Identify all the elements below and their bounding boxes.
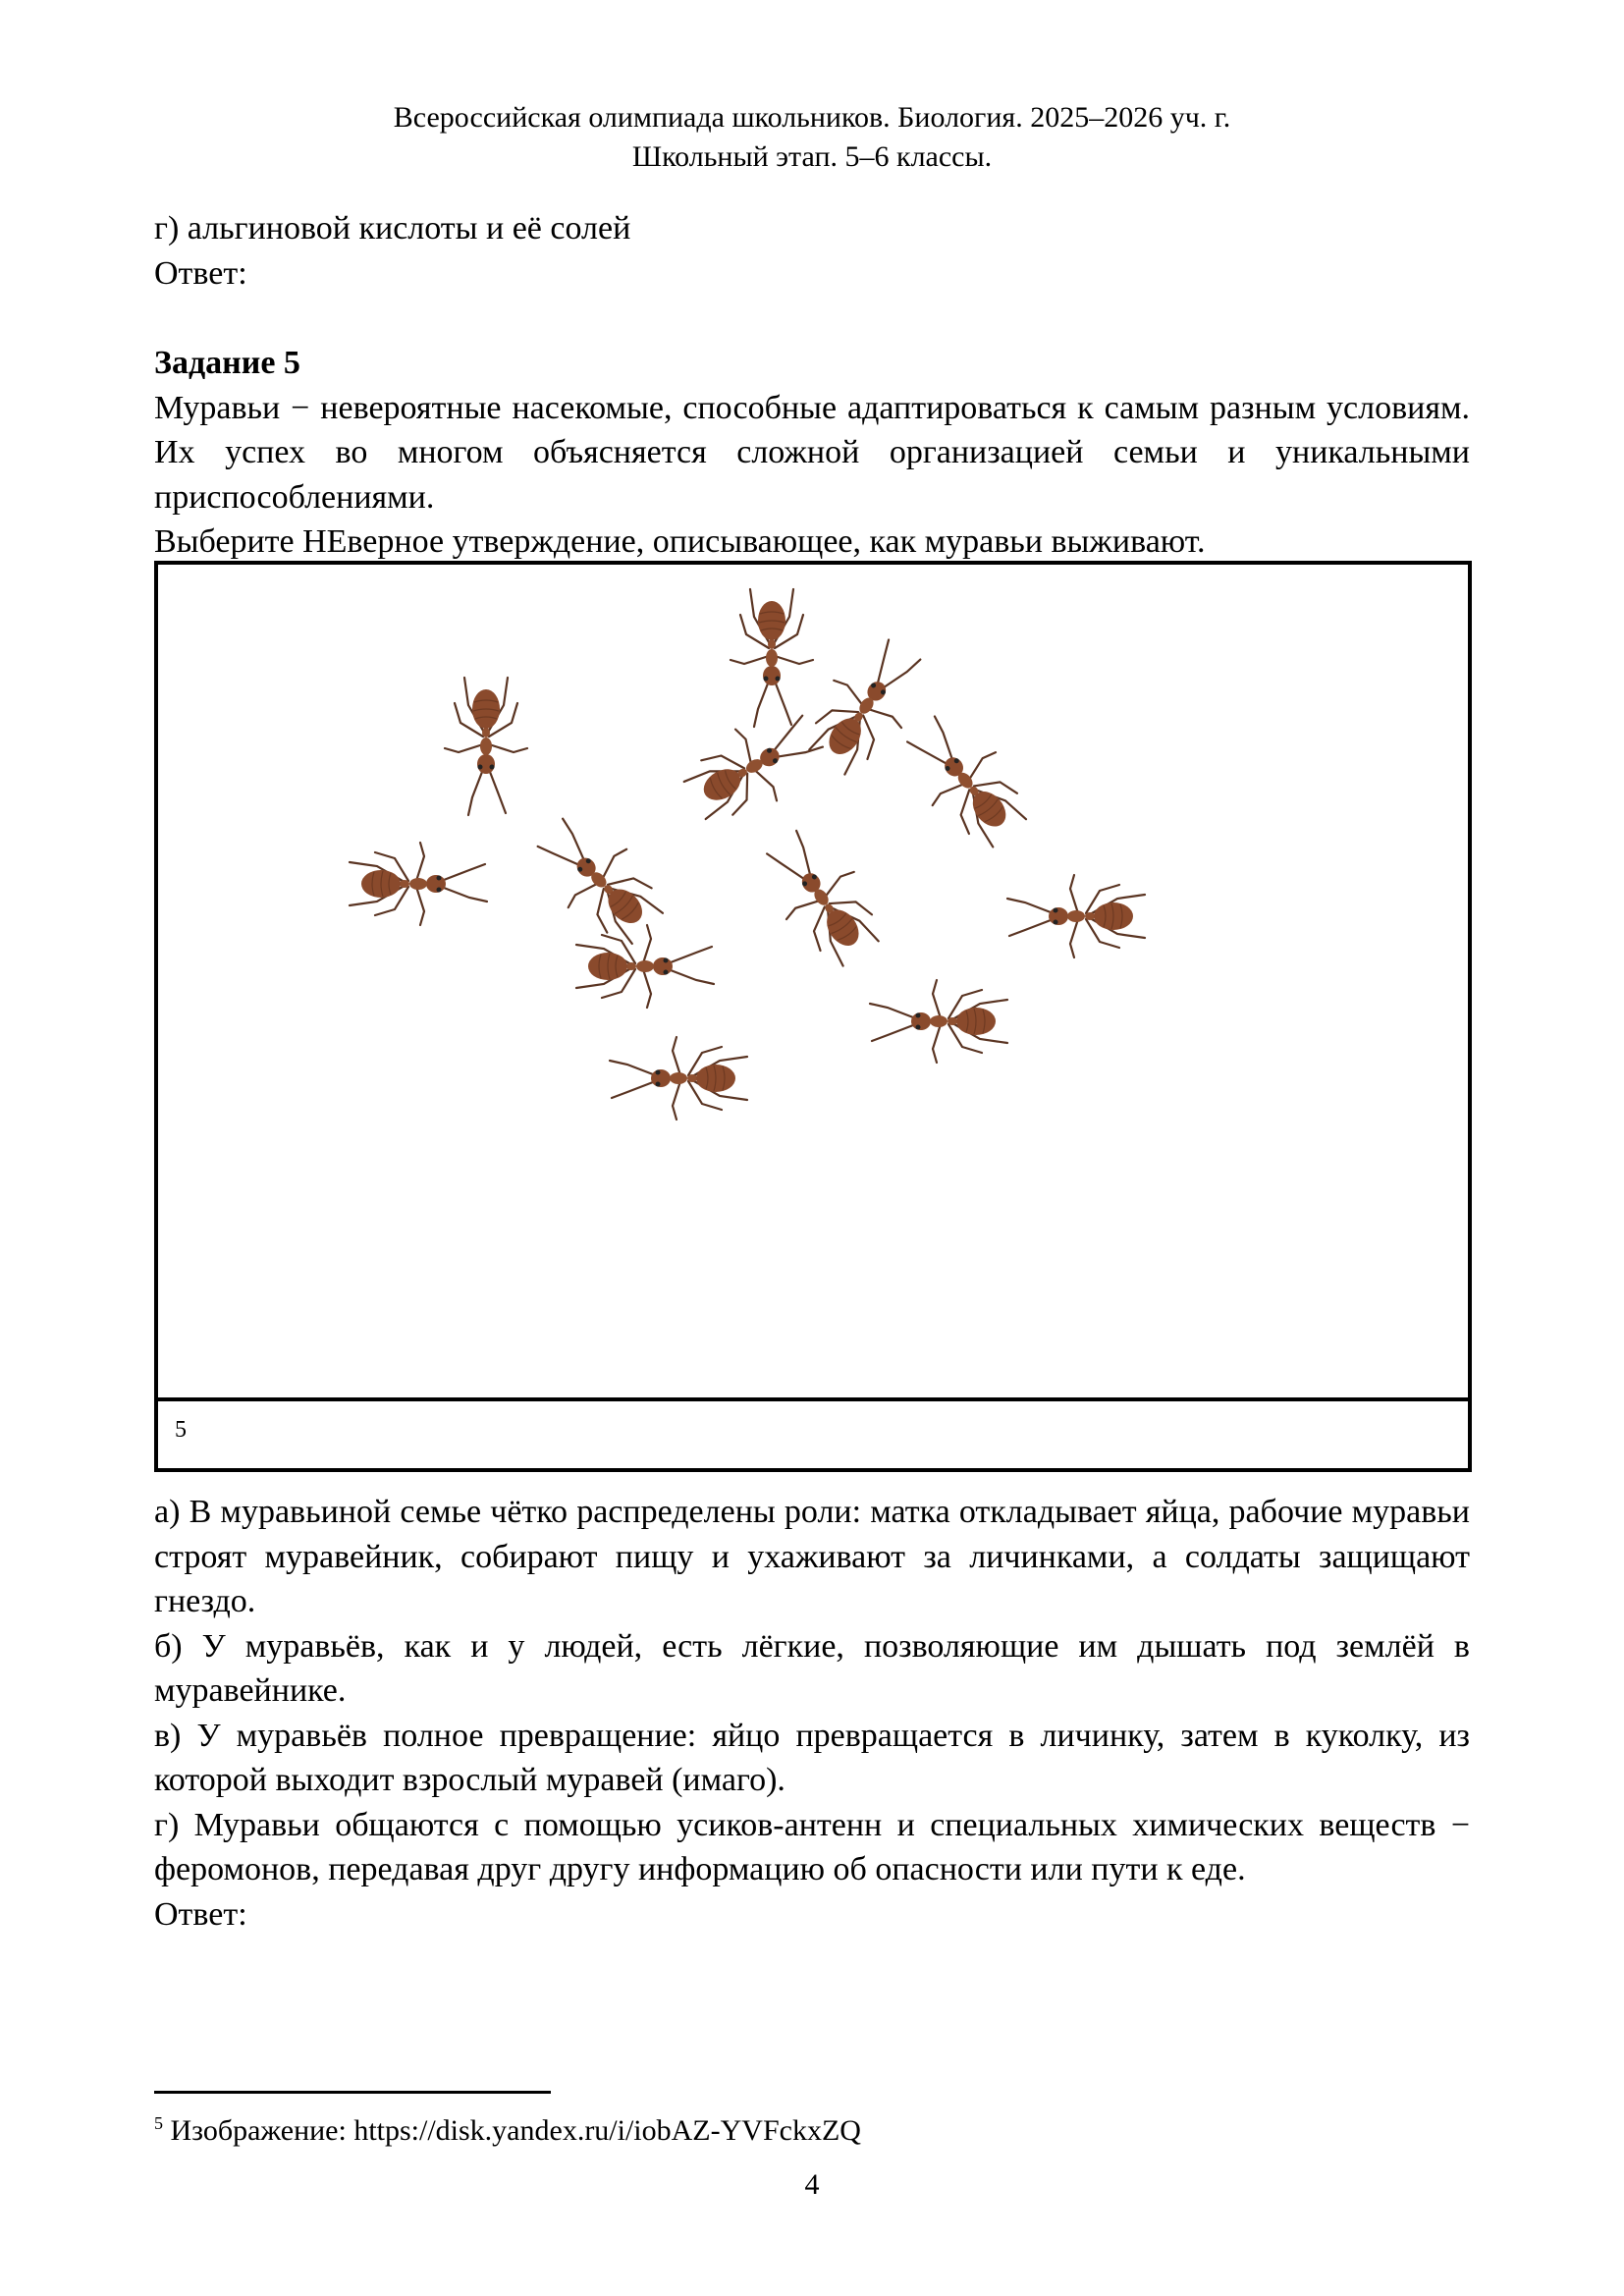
- task-options: [154, 1490, 1470, 1937]
- footnote-separator: [154, 2091, 551, 2094]
- footnote-text: Изображение: https://disk.yandex.ru/i/iobAZ-YVFckxZQ: [170, 2114, 861, 2147]
- footnote-mark: 5: [154, 2113, 163, 2133]
- figure-box: [154, 561, 1472, 1472]
- figure-caption: 5: [175, 1417, 187, 1443]
- task-question: Выберите НЕверное утверждение, описывающее, как муравьи выживают.: [154, 523, 1206, 560]
- task-title: Задание 5: [154, 345, 300, 381]
- footnote: [154, 2111, 861, 2151]
- page-header: [0, 98, 1624, 177]
- option-b: б) У муравьёв, как и у людей, есть лёгкие, позволяющие им дышать под землёй в муравейнике.: [154, 1627, 1470, 1709]
- option-a: а) В муравьиной семье чётко распределены роли: матка откладывает яйца, рабочие муравьи строят муравейник, собирают пищу и ухаживают за личинками, а солдаты защищают гнездо.: [154, 1494, 1470, 1619]
- header-line-2: Школьный этап. 5–6 классы.: [631, 140, 993, 173]
- header-line-1: Всероссийская олимпиада школьников. Биология. 2025–2026 уч. г.: [393, 101, 1231, 134]
- task-5: [154, 341, 1470, 565]
- option-v: в) У муравьёв полное превращение: яйцо превращается в личинку, затем в куколку, из которой выходит взрослый муравей (имаго).: [154, 1717, 1470, 1798]
- ants-image: [158, 565, 1468, 1397]
- option-g: г) Муравьи общаются с помощью усиков-антенн и специальных химических веществ − феромонов, передавая друг другу информацию об опасности или пути к еде.: [154, 1806, 1470, 1887]
- answer-label: Ответ:: [154, 1895, 247, 1933]
- previous-option-g: г) альгиновой кислоты и её солей: [154, 210, 631, 246]
- previous-answer-label: Ответ:: [154, 254, 247, 292]
- task-intro: Муравьи − невероятные насекомые, способные адаптироваться к самым разным условиям. Их успех во многом объясняется сложной организацией семьи и уникальными приспособлениями.: [154, 389, 1470, 516]
- ants-illustration: [158, 565, 1468, 1401]
- previous-task-tail: [154, 206, 1470, 296]
- page-number: 4: [804, 2168, 820, 2201]
